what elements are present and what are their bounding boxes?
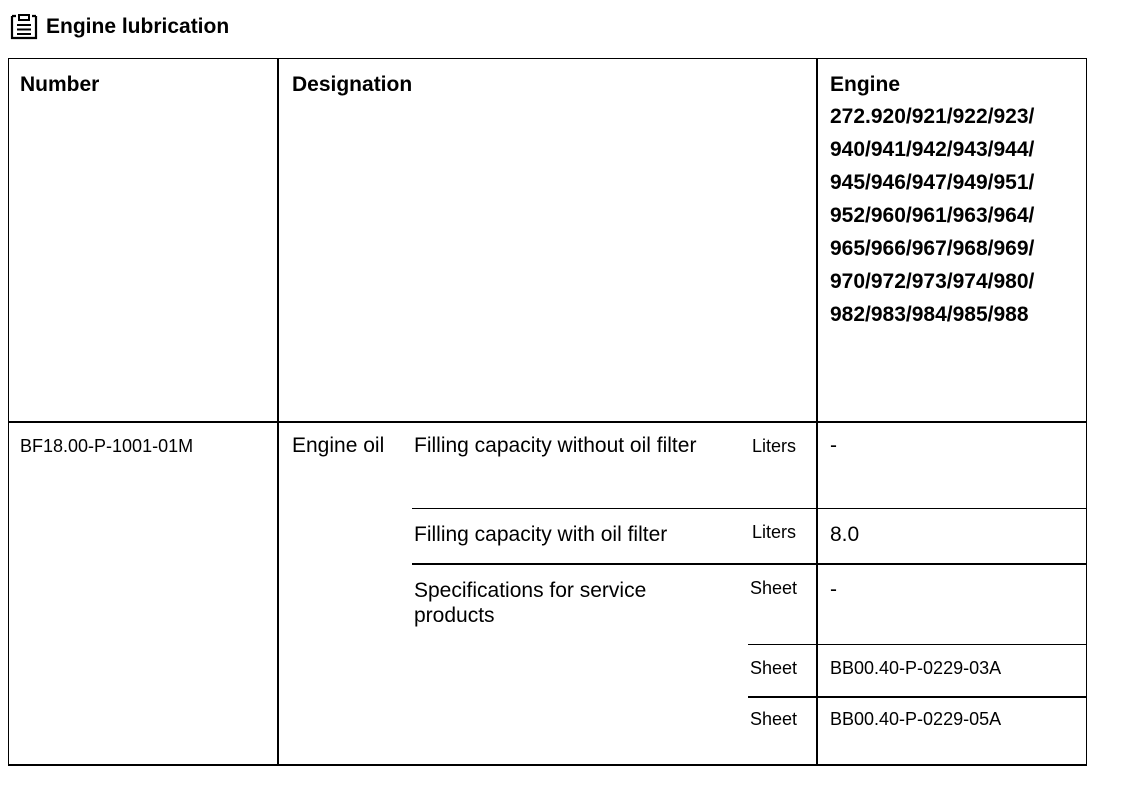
item-unit: Sheet [750,578,798,598]
item-value: BB00.40-P-0229-05A [830,709,1002,729]
table-border-left [8,58,9,766]
table-border-bottom [8,764,1087,766]
row-number: BF18.00-P-1001-01M [20,436,194,456]
item-unit: Sheet [750,709,798,729]
header-number: Number [20,73,100,96]
engine-code-line: 970/972/973/974/980/ [830,270,1035,293]
item-value: - [830,578,837,601]
engine-code-line: 982/983/984/985/988 [830,303,1029,326]
item-unit: Liters [752,522,797,542]
item-label: Filling capacity with oil filter [414,523,668,546]
item-unit: Liters [752,436,797,456]
column-divider-1 [277,58,279,766]
engine-code-line: 952/960/961/963/964/ [830,204,1035,227]
table-border-right [1086,58,1087,766]
engine-code-line: 965/966/967/968/969/ [830,237,1035,260]
item-label: Filling capacity without oil filter [414,434,697,457]
header-divider [8,421,1087,423]
item-value: BB00.40-P-0229-03A [830,658,1002,678]
row-divider-1 [412,508,1087,509]
engine-code-line: 945/946/947/949/951/ [830,171,1035,194]
row-divider-4 [748,696,1087,698]
row-divider-3 [748,644,1087,645]
engine-codes [830,100,1034,331]
header-designation: Designation [292,73,413,96]
item-value: 8.0 [830,523,860,546]
item-value: - [830,434,837,457]
table-border-top [8,58,1087,59]
engine-code-line: 940/941/942/943/944/ [830,138,1035,161]
row-divider-2 [412,563,1087,565]
page-title: Engine lubrication [46,15,230,38]
engine-code-line: 272.920/921/922/923/ [830,105,1035,128]
row-designation: Engine oil [292,434,385,457]
item-label: Specifications for service products [414,579,647,627]
column-divider-2 [816,58,818,766]
item-unit: Sheet [750,658,798,678]
header-engine: Engine [830,73,901,96]
